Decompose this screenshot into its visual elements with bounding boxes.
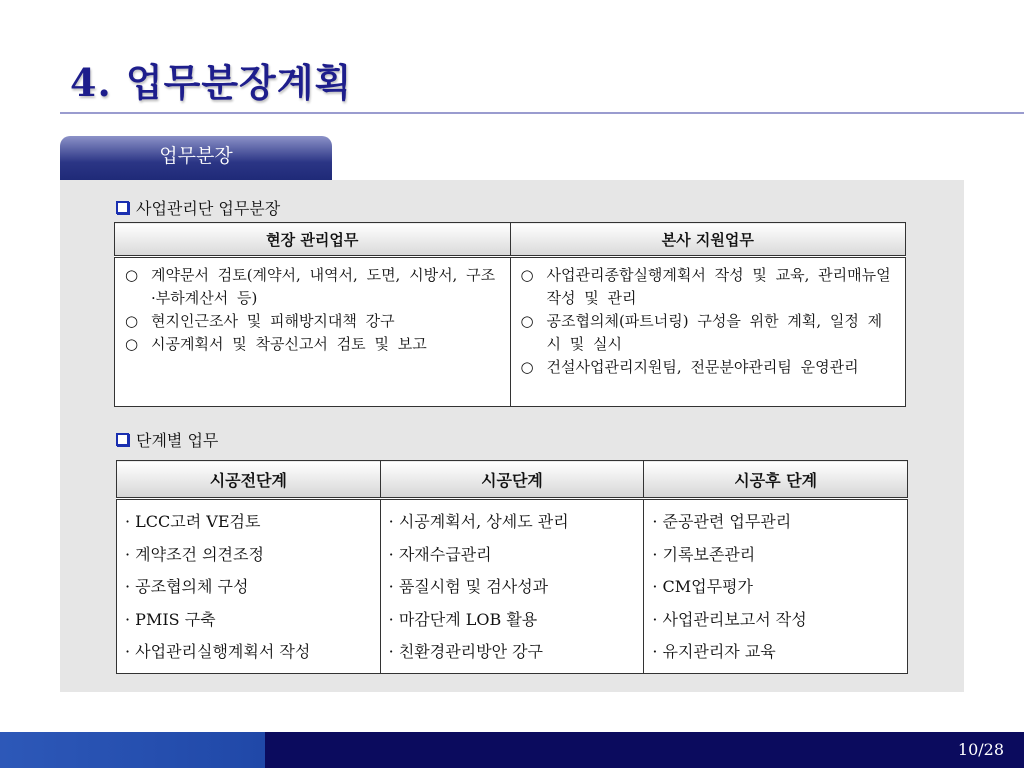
table-header: 시공단계 (380, 461, 644, 499)
list-item: · LCC고려 VE검토 (125, 512, 261, 531)
list-item-text: 건설사업관리지원팀, 전문분야관리팀 운영관리 (546, 358, 859, 376)
slide-title: 4. 업무분장계획 (70, 60, 353, 105)
circle-bullet-icon: ○ (520, 312, 534, 330)
circle-bullet-icon: ○ (125, 312, 139, 330)
circle-bullet-icon: ○ (520, 358, 534, 376)
list-item: · 자재수급관리 (388, 544, 492, 564)
list-item: · 사업관리실행계획서 작성 (125, 642, 311, 661)
list-item: · 기록보존관리 (652, 544, 756, 564)
footer-bar (265, 732, 1024, 768)
table-cell (510, 257, 906, 407)
list-item (125, 264, 500, 310)
list-item: · 시공계획서, 상세도 관리 (388, 512, 569, 531)
section1-heading-text: 사업관리단 업무분장 (136, 199, 281, 218)
table-header: 본사 지원업무 (510, 223, 906, 257)
list-item (125, 310, 500, 333)
table-cell (117, 499, 381, 674)
section2-heading (116, 428, 218, 451)
section1-table (114, 222, 906, 407)
table-cell (644, 499, 908, 674)
list-item-text: 공조협의체(파트너링) 구성을 위한 계획, 일정 제시 및 실시 (546, 312, 883, 353)
table-header: 시공후 단계 (644, 461, 908, 499)
list-item: · PMIS 구축 (125, 609, 216, 629)
footer-bar-accent (0, 732, 265, 768)
list-item (521, 310, 896, 356)
square-bullet-icon (116, 433, 129, 446)
section2-heading-text: 단계별 업무 (136, 431, 219, 450)
page-number: 10/28 (957, 740, 1004, 759)
table-header: 시공전단계 (117, 461, 381, 499)
title-divider (60, 112, 1024, 114)
square-bullet-icon (116, 201, 129, 214)
list-item: · 공조협의체 구성 (125, 577, 249, 596)
list-item-text: 사업관리종합실행계획서 작성 및 교육, 관리매뉴얼 작성 및 관리 (546, 266, 891, 307)
list-item: · 유지관리자 교육 (652, 642, 776, 661)
circle-bullet-icon: ○ (125, 335, 139, 353)
section1-heading (116, 196, 280, 219)
list-item-text: 계약문서 검토(계약서, 내역서, 도면, 시방서, 구조·부하계산서 등) (151, 266, 496, 307)
list-item: · 품질시험 및 검사성과 (388, 577, 549, 596)
table-header: 현장 관리업무 (115, 223, 511, 257)
list-item: · 친환경관리방안 강구 (388, 642, 544, 661)
list-item (521, 264, 896, 310)
list-item: · 준공관련 업무관리 (652, 512, 792, 531)
list-item: · CM업무평가 (652, 577, 753, 596)
table-cell (380, 499, 644, 674)
circle-bullet-icon: ○ (520, 266, 534, 284)
list-item-text: 현지인근조사 및 피해방지대책 강구 (151, 312, 395, 330)
list-item: · 마감단계 LOB 활용 (388, 609, 538, 629)
list-item (521, 356, 896, 379)
section2-table (116, 460, 908, 674)
list-item (125, 333, 500, 356)
table-cell (115, 257, 511, 407)
section-tab: 업무분장 (60, 136, 332, 180)
list-item: · 계약조건 의견조정 (125, 544, 264, 564)
list-item-text: 시공계획서 및 착공신고서 검토 및 보고 (151, 335, 427, 353)
circle-bullet-icon: ○ (125, 266, 139, 284)
list-item: · 사업관리보고서 작성 (652, 609, 807, 629)
